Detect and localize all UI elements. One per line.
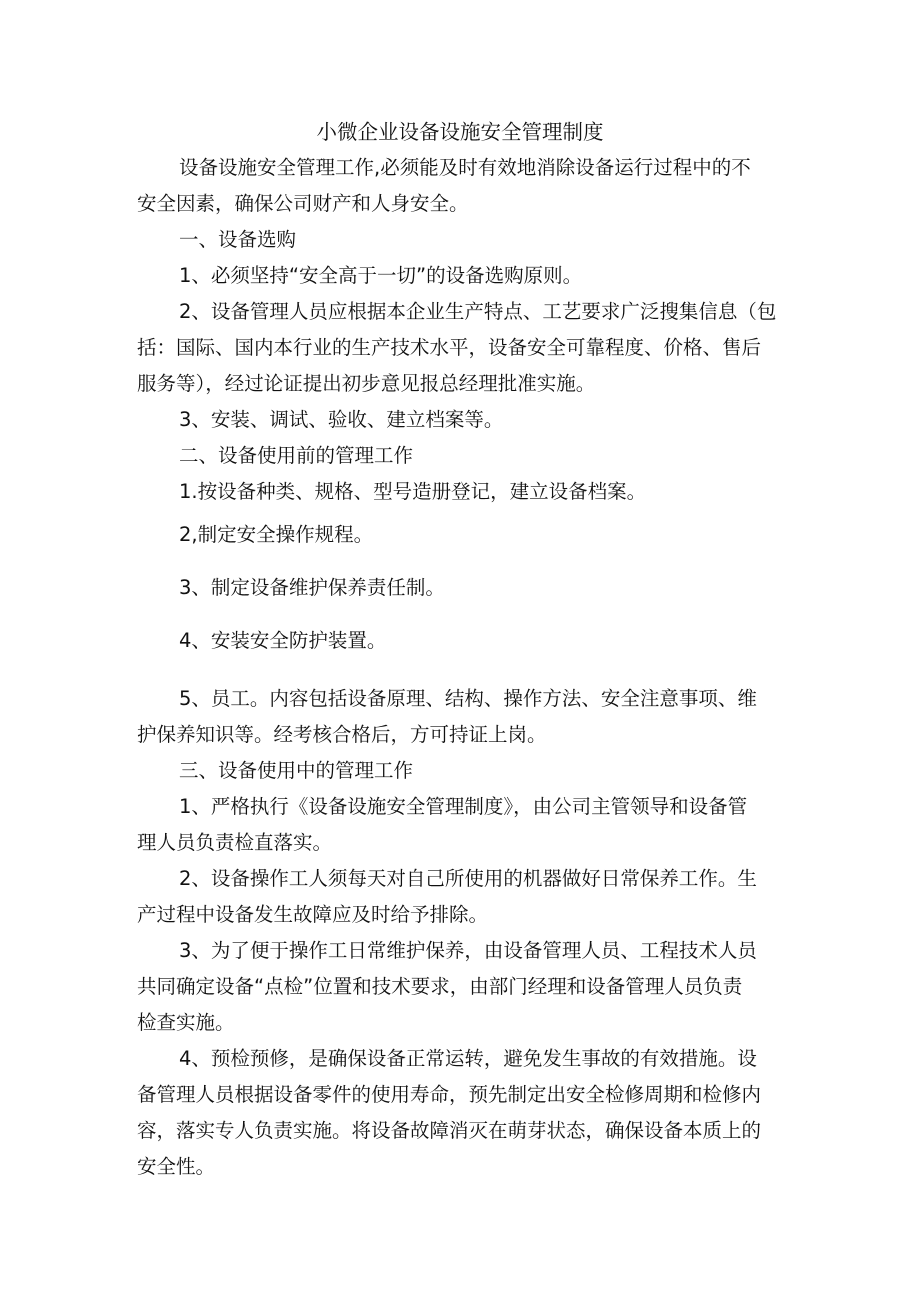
section1-item2-line3: 服务等），经过论证提出初步意见报总经理批准实施。: [137, 372, 596, 395]
document-title: 小微企业设备设施安全管理制度: [316, 120, 604, 144]
section3-item2-line1: 2、设备操作工人须每天对自己所使用的机器做好日常保养工作。生: [179, 867, 757, 890]
section3-item3-line2: 共同确定设备“点检”位置和技术要求，由部门经理和设备管理人员负责: [137, 975, 743, 998]
section3-item4-line2: 备管理人员根据设备零件的使用寿命，预先制定出安全检修周期和检修内: [137, 1083, 762, 1106]
section3-heading: 三、设备使用中的管理工作: [179, 759, 414, 782]
section3-item4-line1: 4、预检预修，是确保设备正常运转，避免发生事故的有效措施。设: [179, 1047, 757, 1070]
section2-item2: 2,制定安全操作规程。: [179, 523, 374, 546]
section3-item4-line4: 安全性。: [137, 1155, 216, 1178]
intro-line-1: 设备设施安全管理工作,必须能及时有效地消除设备运行过程中的不: [179, 156, 751, 179]
section1-item1: 1、必须坚持“安全高于一切”的设备选购原则。: [179, 264, 583, 287]
section3-item3-line3: 检查实施。: [137, 1011, 235, 1034]
section2-item4: 4、安装安全防护装置。: [179, 629, 387, 652]
section2-item3: 3、制定设备维护保养责任制。: [179, 576, 445, 599]
section2-item5-line2: 护保养知识等。经考核合格后，方可持证上岗。: [137, 723, 547, 746]
section3-item2-line2: 产过程中设备发生故障应及时给予排除。: [137, 903, 489, 926]
section3-item3-line1: 3、为了便于操作工日常维护保养，由设备管理人员、工程技术人员: [179, 939, 757, 962]
section3-item1-line1: 1、严格执行《设备设施安全管理制度》，由公司主管领导和设备管: [179, 795, 748, 818]
intro-line-2: 安全因素，确保公司财产和人身安全。: [137, 192, 469, 215]
section1-item2-line2: 括：国际、国内本行业的生产技术水平，设备安全可靠程度、价格、售后: [137, 336, 762, 359]
section3-item4-line3: 容，落实专人负责实施。将设备故障消灭在萌芽状态，确保设备本质上的: [137, 1119, 762, 1142]
section1-heading: 一、设备选购: [179, 228, 297, 251]
section1-item2-line1: 2、设备管理人员应根据本企业生产特点、工艺要求广泛搜集信息（包: [179, 300, 777, 323]
section2-item5-line1: 5、员工。内容包括设备原理、结构、操作方法、安全注意事项、维: [179, 687, 757, 710]
section2-item1: 1.按设备种类、规格、型号造册登记，建立设备档案。: [179, 480, 647, 503]
section2-heading: 二、设备使用前的管理工作: [179, 444, 414, 467]
section1-item3: 3、安装、调试、验收、建立档案等。: [179, 408, 504, 431]
section3-item1-line2: 理人员负责检直落实。: [137, 831, 333, 854]
